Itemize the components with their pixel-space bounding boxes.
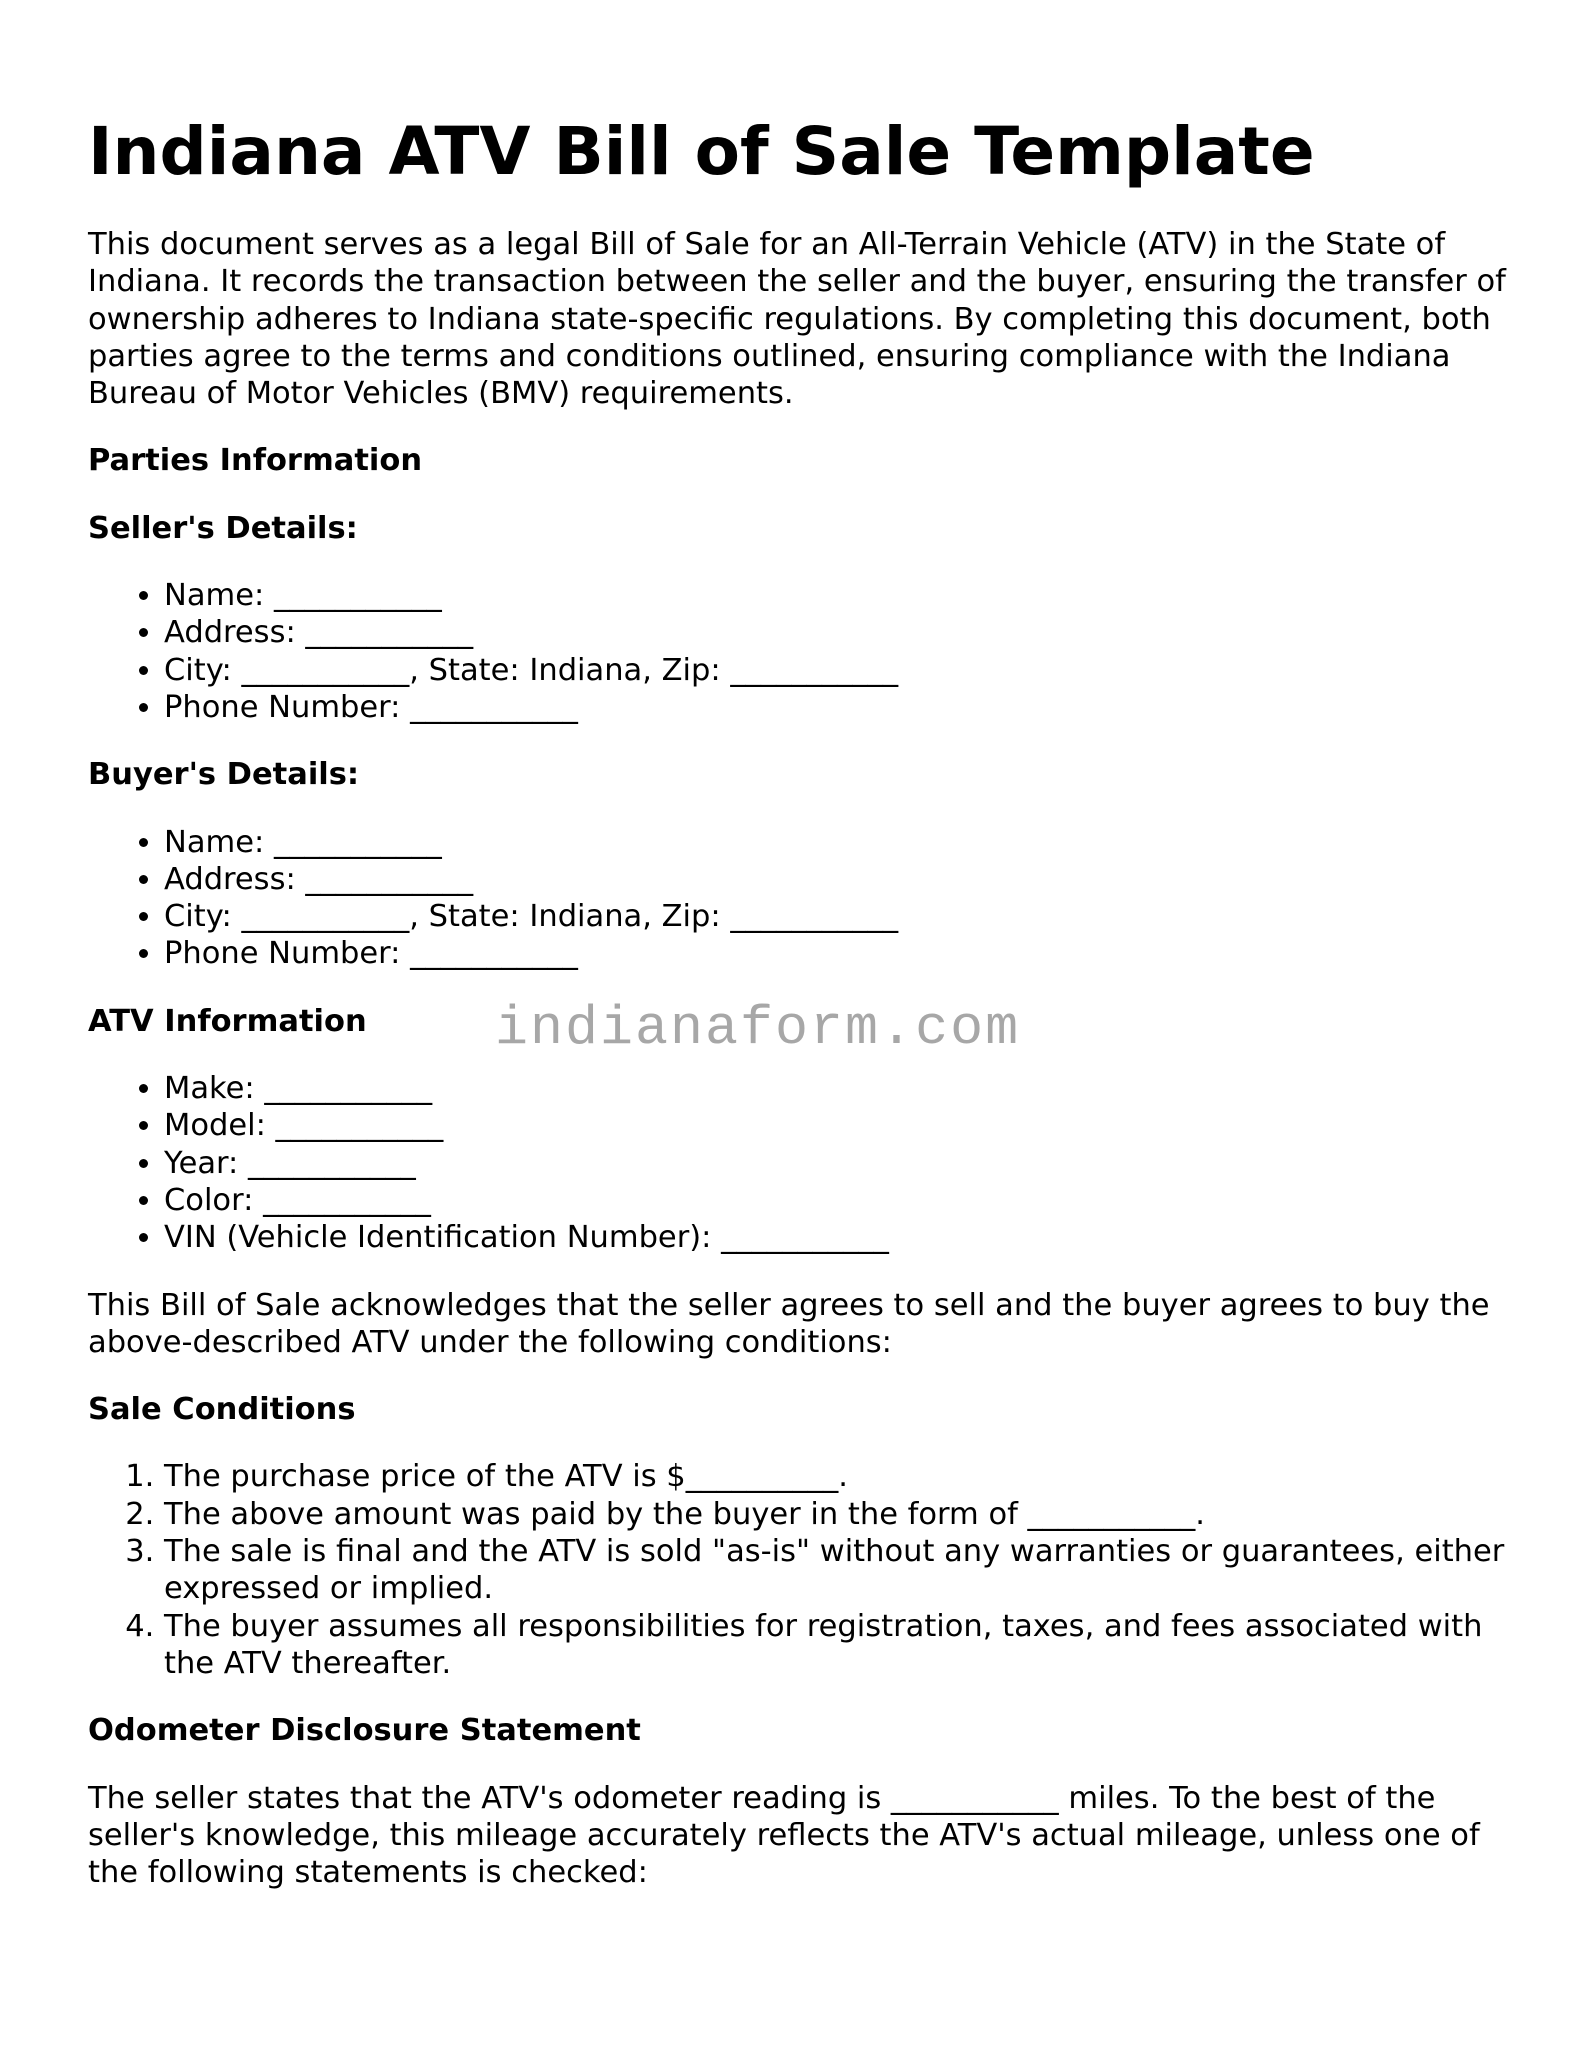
seller-city-state-zip-field: • City: ___________, State: Indiana, Zip: ___________ [164,652,1508,689]
seller-details-list [88,577,1508,726]
condition-as-is: 3. The sale is final and the ATV is sold "as-is" without any warranties or guarantees, either expressed or implied. [164,1533,1508,1608]
watermark: indianaform.com [495,997,1021,1060]
intro-paragraph: This document serves as a legal Bill of Sale for an All-Terrain Vehicle (ATV) in the State of Indiana. It records the transaction between the seller and the buyer, ensuring the transfer of ownership adheres to Indiana state-specific regulations. By completing this document, both parties agree to the terms and conditions outlined, ensuring compliance with the Indiana Bureau of Motor Vehicles (BMV) requirements. [88,227,1506,412]
sale-conditions-heading: Sale Conditions [88,1392,356,1428]
condition-purchase-price: 1. The purchase price of the ATV is $__________. [164,1458,1508,1495]
atv-heading: ATV Information [88,1003,367,1039]
atv-model-field: • Model: ___________ [164,1107,1508,1144]
buyer-details-list [88,824,1508,973]
atv-details-list [88,1070,1508,1256]
buyer-address-field: • Address: ___________ [164,861,1508,898]
atv-vin-field: • VIN (Vehicle Identification Number): ___________ [164,1219,1508,1256]
buyer-name-field: • Name: ___________ [164,824,1508,861]
atv-year-field: • Year: ___________ [164,1145,1508,1182]
buyer-phone-field: • Phone Number: ___________ [164,935,1508,972]
odometer-heading: Odometer Disclosure Statement [88,1713,641,1749]
odometer-paragraph: The seller states that the ATV's odometer reading is ___________ miles. To the best of the seller's knowledge, this mileage accurately reflects the ATV's actual mileage, unless one of the following statements is checked: [88,1780,1480,1891]
seller-phone-field: • Phone Number: ___________ [164,689,1508,726]
atv-make-field: • Make: ___________ [164,1070,1508,1107]
parties-heading: Parties Information [88,443,423,479]
seller-heading: Seller's Details: [88,510,358,546]
condition-payment-form: 2. The above amount was paid by the buyer in the form of ___________. [164,1496,1508,1533]
seller-address-field: • Address: ___________ [164,614,1508,651]
atv-color-field: • Color: ___________ [164,1182,1508,1219]
buyer-city-state-zip-field: • City: ___________, State: Indiana, Zip: ___________ [164,898,1508,935]
seller-name-field: • Name: ___________ [164,577,1508,614]
page-title: Indiana ATV Bill of Sale Template [88,113,1315,190]
condition-buyer-responsibilities: 4. The buyer assumes all responsibilities for registration, taxes, and fees associated with the ATV thereafter. [164,1608,1508,1683]
document-body [88,226,1508,1921]
buyer-heading: Buyer's Details: [88,757,360,793]
acknowledgement-paragraph: This Bill of Sale acknowledges that the seller agrees to sell and the buyer agrees to buy the above-described ATV under the following conditions: [88,1287,1490,1360]
sale-conditions-list [88,1458,1508,1682]
